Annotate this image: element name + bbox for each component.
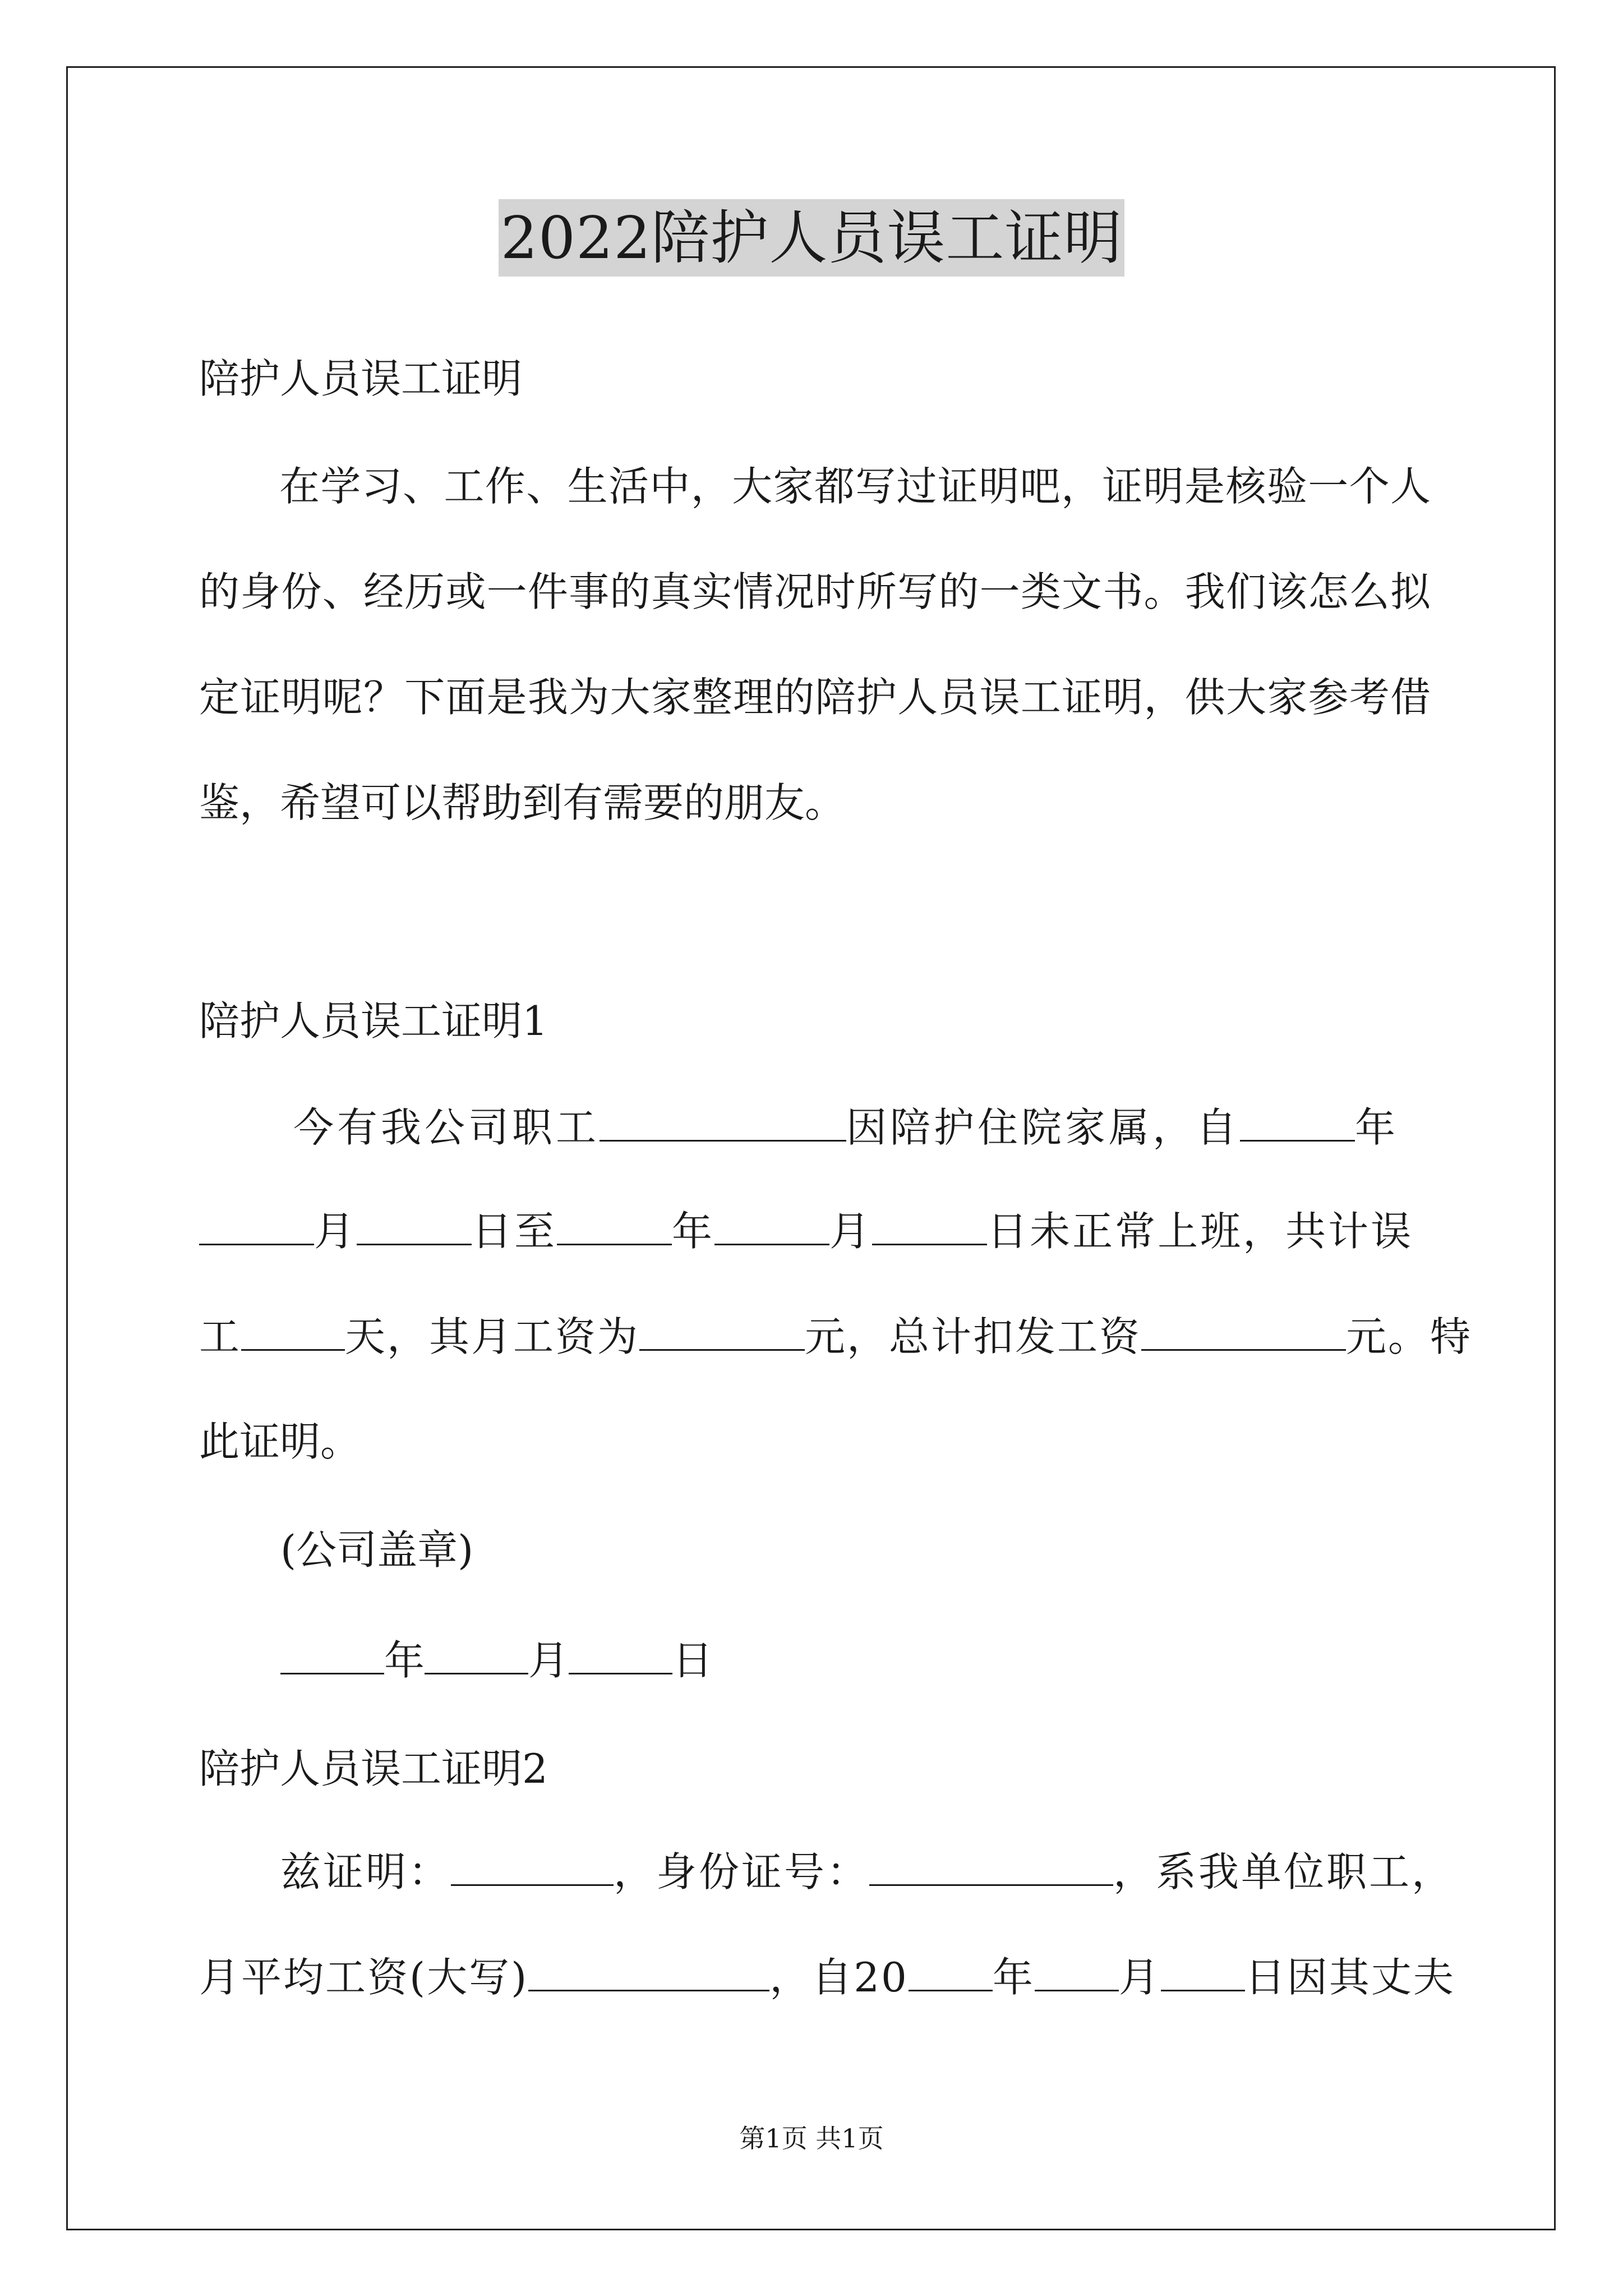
intro-paragraph-line-2: 的身份、经历或一件事的真实情况时所写的一类文书。我们该怎么拟 bbox=[199, 568, 1431, 615]
s1-text: 元。特 bbox=[1346, 1313, 1473, 1360]
s2-text: 月 bbox=[1118, 1954, 1161, 2001]
blank-employee-name-2 bbox=[451, 1848, 614, 1886]
s2-text: ，系我单位职工， bbox=[1113, 1848, 1455, 1895]
intro-paragraph-line-1: 在学习、工作、生活中，大家都写过证明吧，证明是核验一个人 bbox=[279, 463, 1431, 510]
s1-text: 因陪护住院家属，自 bbox=[846, 1104, 1241, 1151]
s1-text: 年 bbox=[384, 1637, 425, 1684]
blank-start-year bbox=[1240, 1104, 1355, 1142]
blank-month-2 bbox=[1035, 1954, 1119, 1991]
s2-text: 兹证明： bbox=[280, 1848, 451, 1895]
s1-text: 元，总计扣发工资 bbox=[805, 1313, 1142, 1360]
s2-text: 日因其丈夫 bbox=[1244, 1954, 1455, 2001]
blank-days-lost bbox=[241, 1313, 345, 1351]
s1-text: 年 bbox=[1355, 1104, 1399, 1151]
s1-text: 月 bbox=[528, 1637, 569, 1684]
s2-text: ，自20 bbox=[769, 1954, 909, 2001]
s1-text: 月 bbox=[314, 1208, 357, 1255]
blank-total-deduction bbox=[1141, 1313, 1346, 1351]
blank-year-2 bbox=[909, 1954, 993, 1991]
company-stamp-label: (公司盖章) bbox=[280, 1526, 474, 1573]
document-title: 2022陪护人员误工证明 bbox=[499, 199, 1125, 277]
blank-average-wage bbox=[528, 1954, 769, 1991]
s2-text: 月平均工资(大写) bbox=[199, 1954, 529, 2001]
section-1-line-3 bbox=[199, 1312, 1472, 1362]
section-1-heading: 陪护人员误工证明1 bbox=[199, 997, 548, 1045]
title-wrap bbox=[0, 199, 1623, 277]
s1-text: 今有我公司职工 bbox=[293, 1104, 600, 1151]
s1-text: 月 bbox=[829, 1208, 873, 1255]
blank-employee-name bbox=[600, 1104, 846, 1142]
intro-heading: 陪护人员误工证明 bbox=[199, 355, 523, 402]
blank-monthly-wage bbox=[639, 1313, 805, 1351]
blank-end-day bbox=[872, 1208, 987, 1245]
s1-text: 天，其月工资为 bbox=[345, 1313, 640, 1360]
section-1-line-2 bbox=[199, 1206, 1413, 1257]
intro-paragraph-line-3: 定证明呢？下面是我为大家整理的陪护人员误工证明，供大家参考借 bbox=[199, 674, 1431, 721]
blank-start-month bbox=[199, 1208, 314, 1245]
section-2-line-2 bbox=[199, 1952, 1455, 2003]
s2-text: 年 bbox=[992, 1954, 1035, 2001]
section-1-date-line bbox=[280, 1635, 713, 1686]
section-2-heading: 陪护人员误工证明2 bbox=[199, 1745, 548, 1792]
blank-end-year bbox=[557, 1208, 672, 1245]
blank-sign-day bbox=[569, 1637, 672, 1674]
section-1-line-4: 此证明。 bbox=[199, 1418, 361, 1465]
s2-text: ，身份证号： bbox=[614, 1848, 870, 1895]
s1-text: 日 bbox=[672, 1637, 713, 1684]
s1-text: 日未正常上班，共计误 bbox=[987, 1208, 1414, 1255]
blank-end-month bbox=[714, 1208, 829, 1245]
intro-paragraph-line-4: 鉴，希望可以帮助到有需要的朋友。 bbox=[199, 779, 846, 826]
s1-text: 日至 bbox=[472, 1208, 557, 1255]
blank-sign-year bbox=[280, 1637, 384, 1674]
s1-text: 年 bbox=[672, 1208, 715, 1255]
blank-id-number bbox=[869, 1848, 1113, 1886]
s1-text: 工 bbox=[199, 1313, 242, 1360]
blank-day-2 bbox=[1161, 1954, 1245, 1991]
section-2-line-1 bbox=[280, 1847, 1454, 1897]
blank-sign-month bbox=[425, 1637, 528, 1674]
blank-start-day bbox=[357, 1208, 472, 1245]
section-1-line-1 bbox=[293, 1102, 1399, 1153]
page-footer: 第1页 共1页 bbox=[739, 2123, 884, 2154]
